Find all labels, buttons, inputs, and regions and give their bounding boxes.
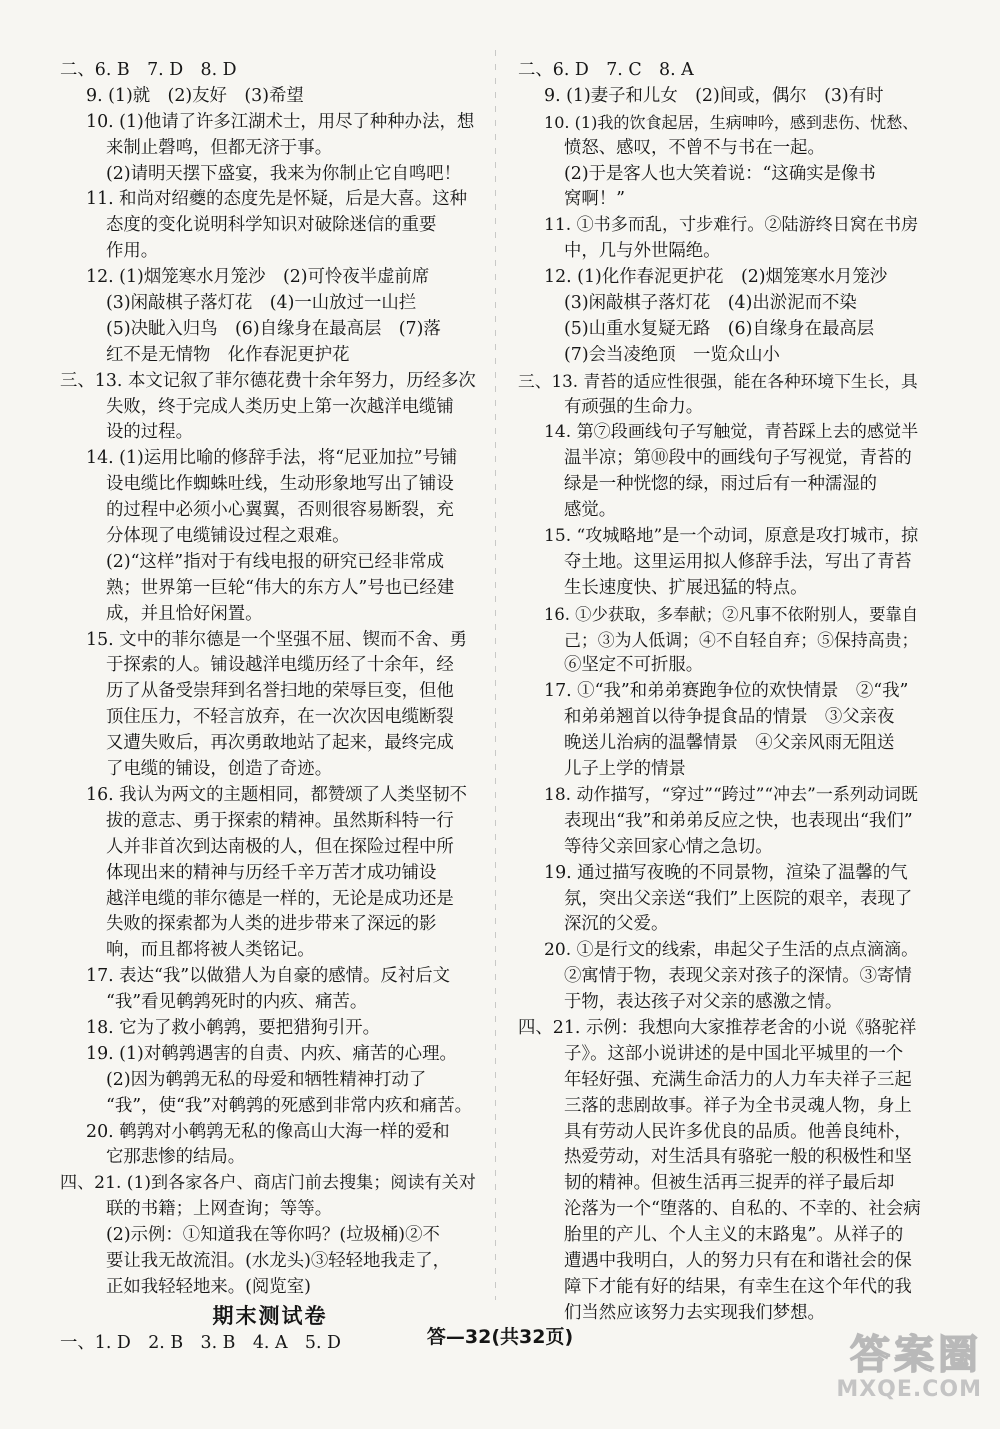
answer-line: 四、21. (1)到各家各户、商店门前去搜集；阅读有关对: [60, 1173, 476, 1194]
answer-line: 的过程中必须小心翼翼，否则很容易断裂，充: [106, 500, 454, 521]
answer-line: 9. (1)就 (2)友好 (3)希望: [86, 85, 304, 106]
answer-line: 年轻好强、充满生命活力的人力车夫祥子三起: [564, 1069, 912, 1090]
answer-line: (7)会当凌绝顶 一览众山小: [564, 344, 780, 365]
answer-line: 来制止磬鸣，但都无济于事。: [106, 137, 333, 158]
answer-line: 氛，突出父亲送“我们”上医院的艰辛，表现了: [564, 888, 913, 909]
answer-line: 障下才能有好的结果，有幸生在这个年代的我: [564, 1276, 912, 1297]
watermark-site-text: MXQE.COM: [836, 1377, 982, 1402]
answer-line: 窝啊！”: [564, 189, 626, 210]
answer-line: 韧的精神。但被生活再三捉弄的祥子最后却: [564, 1173, 895, 1194]
answer-line: 10. (1)他请了许多江湖术士，用尽了种种办法，想: [86, 111, 475, 132]
answer-line: 等待父亲回家心情之急切。: [564, 836, 773, 857]
answer-line: 态度的变化说明科学知识对破除迷信的重要: [106, 215, 437, 236]
answer-line: 19. 通过描写夜晚的不同景物，渲染了温馨的气: [544, 862, 908, 883]
section-title: 期末测试卷: [212, 1303, 328, 1328]
answer-line: (2)因为鹌鹑无私的母爱和牺牲精神打动了: [106, 1069, 427, 1090]
answer-line: 晚送儿治病的温馨情景 ④父亲风雨无阻送: [564, 733, 895, 754]
watermark-logo-text: 答案圈: [850, 1332, 982, 1378]
answer-line: 热爱劳动，对生活具有骆驼一般的积极性和坚: [564, 1147, 912, 1168]
answer-line: 15. “攻城略地”是一个动词，原意是攻打城市，掠: [544, 526, 919, 547]
answer-line: (5)决眦入归鸟 (6)自缘身在最高层 (7)落: [106, 318, 441, 339]
answer-line: 失败的探索都为人类的进步带来了深远的影: [106, 914, 437, 935]
answer-line: 12. (1)烟笼寒水月笼沙 (2)可怜夜半虚前席: [86, 267, 430, 288]
answer-line: 们当然应该努力去实现我们梦想。: [564, 1302, 825, 1323]
answer-line: (3)闲敲棋子落灯花 (4)出淤泥而不染: [564, 293, 857, 314]
answer-line: 20. 鹌鹑对小鹌鹑无私的像高山大海一样的爱和: [86, 1121, 450, 1142]
answer-line: 作用。: [106, 241, 159, 262]
answer-line: 具有劳动人民许多优良的品质。他善良纯朴，: [564, 1121, 912, 1142]
answer-line: 和弟弟翘首以待争提食品的情景 ③父亲夜: [564, 707, 895, 728]
answer-line: 18. 它为了救小鹌鹑，要把猎狗引开。: [86, 1017, 381, 1038]
answer-line: 愤怒、感叹，不曾不与书在一起。: [564, 137, 825, 158]
answer-line: (2)请明天摆下盛宴，我来为你制止它自鸣吧！: [106, 163, 462, 184]
answer-line: 失败，终于完成人类历史上第一次越洋电缆铺: [106, 396, 454, 417]
answer-line: (2)“这样”指对于有线电报的研究已经非常成: [106, 551, 445, 572]
watermark-logo: [802, 1333, 982, 1413]
answer-line: 又遭失败后，再次勇敢地站了起来，最终完成: [106, 733, 454, 754]
answer-line: 设的过程。: [106, 422, 193, 443]
answer-line: 于探索的人。铺设越洋电缆历经了十余年，经: [106, 655, 454, 676]
answer-line: 15. 文中的菲尔德是一个坚强不屈、锲而不舍、勇: [86, 629, 467, 650]
left-column: [60, 58, 480, 1357]
answer-line: “我”，使“我”对鹌鹑的死感到非常内疚和痛苦。: [106, 1095, 472, 1116]
answer-line: 联的书籍；上网查询；等等。: [106, 1199, 333, 1220]
answer-line: 16. 我认为两文的主题相同，都赞颂了人类坚韧不: [86, 784, 467, 805]
answer-line: 表现出“我”和弟弟反应之快，也表现出“我们”: [564, 810, 913, 831]
answer-line: 中，几与外世隔绝。: [564, 241, 721, 262]
answer-line: 体现出来的精神与历经千辛万苦才成功铺设: [106, 862, 437, 883]
answer-line: 12. (1)化作春泥更护花 (2)烟笼寒水月笼沙: [544, 267, 888, 288]
answer-line: 子》。这部小说讲述的是中国北平城里的一个: [564, 1043, 904, 1064]
answer-line: 有顽强的生命力。: [564, 396, 704, 417]
answer-line: 17. 表达“我”以做猎人为自豪的感情。反衬后文: [86, 966, 450, 987]
answer-line: 越洋电缆的菲尔德是一样的，无论是成功还是: [106, 888, 454, 909]
answer-line: (2)于是客人也大笑着说：“这确实是像书: [564, 163, 876, 184]
answer-line: 一、1. D 2. B 3. B 4. A 5. D: [60, 1332, 341, 1353]
answer-line: 14. (1)运用比喻的修辞手法，将“尼亚加拉”号铺: [86, 448, 458, 469]
answer-line: 胎里的产儿、个人主义的末路鬼”。从祥子的: [564, 1225, 904, 1246]
answer-line: 20. ①是行文的线索，串起父子生活的点点滴滴。: [544, 940, 919, 961]
answer-line: (5)山重水复疑无路 (6)自缘身在最高层: [564, 318, 875, 339]
answer-line: 16. ①少获取，多奉献；②凡事不依附别人，要靠自: [544, 604, 919, 624]
answer-line: 熟；世界第一巨轮“伟大的东方人”号也已经建: [106, 577, 455, 598]
answer-line: 18. 动作描写，“穿过”“跨过”“冲去”一系列动词既: [544, 784, 918, 805]
answer-line: 温半凉；第⑩段中的画线句子写视觉，青苔的: [564, 448, 912, 469]
answer-line: 历了从备受崇拜到名誉扫地的荣辱巨变，但他: [106, 681, 454, 702]
answer-line: 要让我无故流泪。(水龙头)③轻轻地我走了，: [106, 1250, 450, 1271]
answer-line: “我”看见鹌鹑死时的内疚、痛苦。: [106, 992, 368, 1013]
answer-line: 沦落为一个“堕落的、自私的、不幸的、社会病: [564, 1199, 921, 1220]
answer-line: 三落的悲剧故事。祥子为全书灵魂人物，身上: [564, 1095, 912, 1116]
answer-line: (2)示例：①知道我在等你吗？(垃圾桶)②不: [106, 1225, 440, 1246]
answer-line: 三、13. 青苔的适应性很强，能在各种环境下生长，具: [518, 370, 918, 391]
right-column: [518, 58, 922, 1327]
answer-line: 11. ①书多而乱，寸步难行。②陆游终日窝在书房: [544, 215, 919, 236]
answer-line: 顶住压力，不轻言放弃，在一次次因电缆断裂: [106, 707, 454, 728]
answer-line: 分体现了电缆铺设过程之艰难。: [106, 526, 350, 547]
answer-line: 设电缆比作蜘蛛吐线，生动形象地写出了铺设: [106, 474, 454, 495]
answer-line: 己；③为人低调；④不自轻自弃；⑤保持高贵；: [564, 629, 919, 650]
answer-line: 二、6. D 7. C 8. A: [518, 60, 694, 80]
answer-line: 17. ①“我”和弟弟赛跑争位的欢快情景 ②“我”: [544, 681, 909, 702]
answer-line: 感觉。: [564, 500, 617, 521]
answer-line: 正如我轻轻地来。(阅览室): [106, 1276, 311, 1297]
answer-line: ②寓情于物，表现父亲对孩子的深情。③寄情: [564, 966, 912, 987]
answer-line: 14. 第⑦段画线句子写触觉，青苔踩上去的感觉半: [544, 422, 919, 443]
answer-line: 9. (1)妻子和儿女 (2)间或，偶尔 (3)有时: [544, 85, 884, 106]
page-footer: 答—32(共32页): [426, 1326, 574, 1348]
answer-line: 绿是一种恍惚的绿，雨过后有一种濡湿的: [564, 474, 878, 495]
answer-line: 夺土地。这里运用拟人修辞手法，写出了青苔: [564, 551, 912, 572]
answer-line: 它那悲惨的结局。: [106, 1147, 246, 1168]
answer-line: 10. (1)我的饮食起居，生病呻吟，感到悲伤、忧愁、: [544, 112, 919, 132]
answer-line: 11. 和尚对绍夔的态度先是怀疑，后是大喜。这种: [86, 189, 467, 210]
answer-line: 遭遇中我明白，人的努力只有在和谐社会的保: [564, 1250, 912, 1271]
answer-line: 了电缆的铺设，创造了奇迹。: [106, 759, 333, 780]
answer-line: 19. (1)对鹌鹑遇害的自责、内疚、痛苦的心理。: [86, 1043, 457, 1064]
answer-line: 于物，表达孩子对父亲的感激之情。: [564, 992, 843, 1013]
answer-line: 二、6. B 7. D 8. D: [60, 60, 237, 80]
answer-line: 儿子上学的情景: [564, 759, 686, 780]
answer-line: 深沉的父爱。: [564, 914, 669, 935]
answer-line: 响，而且都将被人类铭记。: [106, 940, 315, 961]
answer-line: ⑥坚定不可折服。: [564, 655, 704, 676]
answer-line: 成，并且恰好闲置。: [106, 603, 263, 624]
column-divider: [495, 50, 496, 1300]
answer-line: 三、13. 本文记叙了菲尔德花费十余年努力，历经多次: [60, 370, 476, 391]
answer-line: (3)闲敲棋子落灯花 (4)一山放过一山拦: [106, 293, 417, 314]
answer-line: 拔的意志、勇于探索的精神。虽然斯科特一行: [106, 810, 454, 831]
answer-line: 四、21. 示例：我想向大家推荐老舍的小说《骆驼祥: [518, 1017, 917, 1038]
answer-line: 红不是无情物 化作春泥更护花: [106, 344, 350, 365]
answer-line: 生长速度快、扩展迅猛的特点。: [564, 577, 808, 598]
answer-line: 人并非首次到达南极的人，但在探险过程中所: [106, 836, 454, 857]
